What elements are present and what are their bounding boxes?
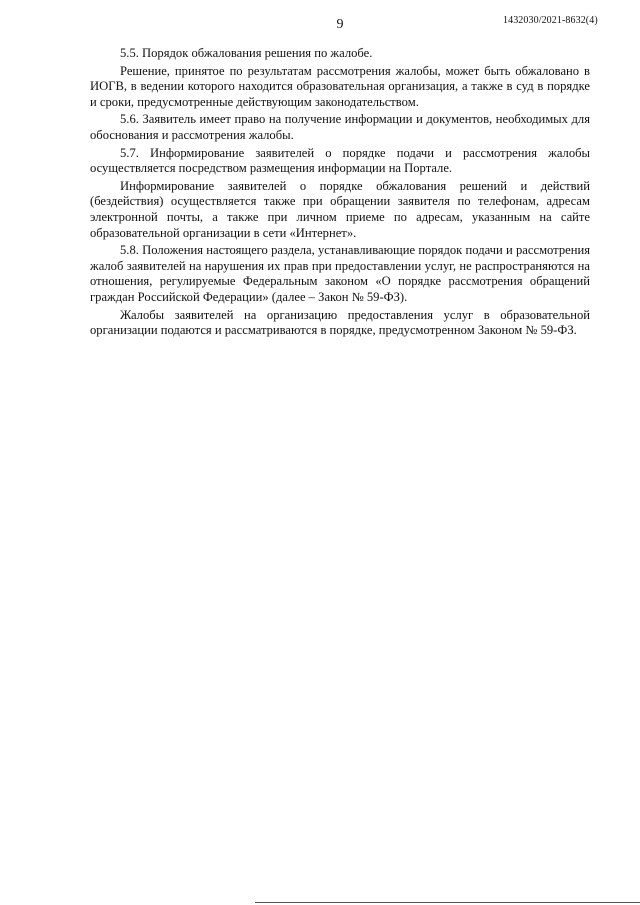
page-number: 9	[336, 17, 344, 32]
paragraph-5-6: 5.6. Заявитель имеет право на получение информации и документов, необходимых для обоснования и рассмотрения жалобы.	[90, 112, 590, 142]
document-body	[90, 46, 590, 341]
paragraph-appeal-decision: Решение, принятое по результатам рассмотрения жалобы, может быть обжаловано в ИОГВ, в ведении которого находится образовательная организация, а также в суд в порядке и сроки, предусмотренные действующим законодательством.	[90, 63, 590, 109]
paragraph-5-8: 5.8. Положения настоящего раздела, устанавливающие порядок подачи и рассмотрения жалоб заявителей на нарушения их прав при предоставлении услуг, не распространяются на отношения, регулируемые Федеральным законом «О порядке рассмотрения обращений граждан Российской Федерации» (далее – Закон № 59-ФЗ).	[90, 243, 590, 304]
paragraph-5-5-heading: 5.5. Порядок обжалования решения по жалобе.	[120, 46, 373, 60]
paragraph-informing-applicants: Информирование заявителей о порядке обжалования решений и действий (бездействия) осуществляется также при обращении заявителя по телефонам, адресам электронной почты, а также при личном приеме по адресам, указанным на сайте образовательной организации в сети «Интернет».	[90, 178, 590, 240]
paragraph-complaints-59-fz: Жалобы заявителей на организацию предоставления услуг в образовательной организации подаются и рассматриваются в порядке, предусмотренном Законом № 59-ФЗ.	[90, 307, 590, 338]
paragraph-5-7: 5.7. Информирование заявителей о порядке подачи и рассмотрения жалобы осуществляется посредством размещения информации на Портале.	[90, 145, 590, 176]
document-registration-code: 1432030/2021-8632(4)	[503, 15, 598, 26]
bottom-scan-edge-line	[255, 902, 640, 903]
